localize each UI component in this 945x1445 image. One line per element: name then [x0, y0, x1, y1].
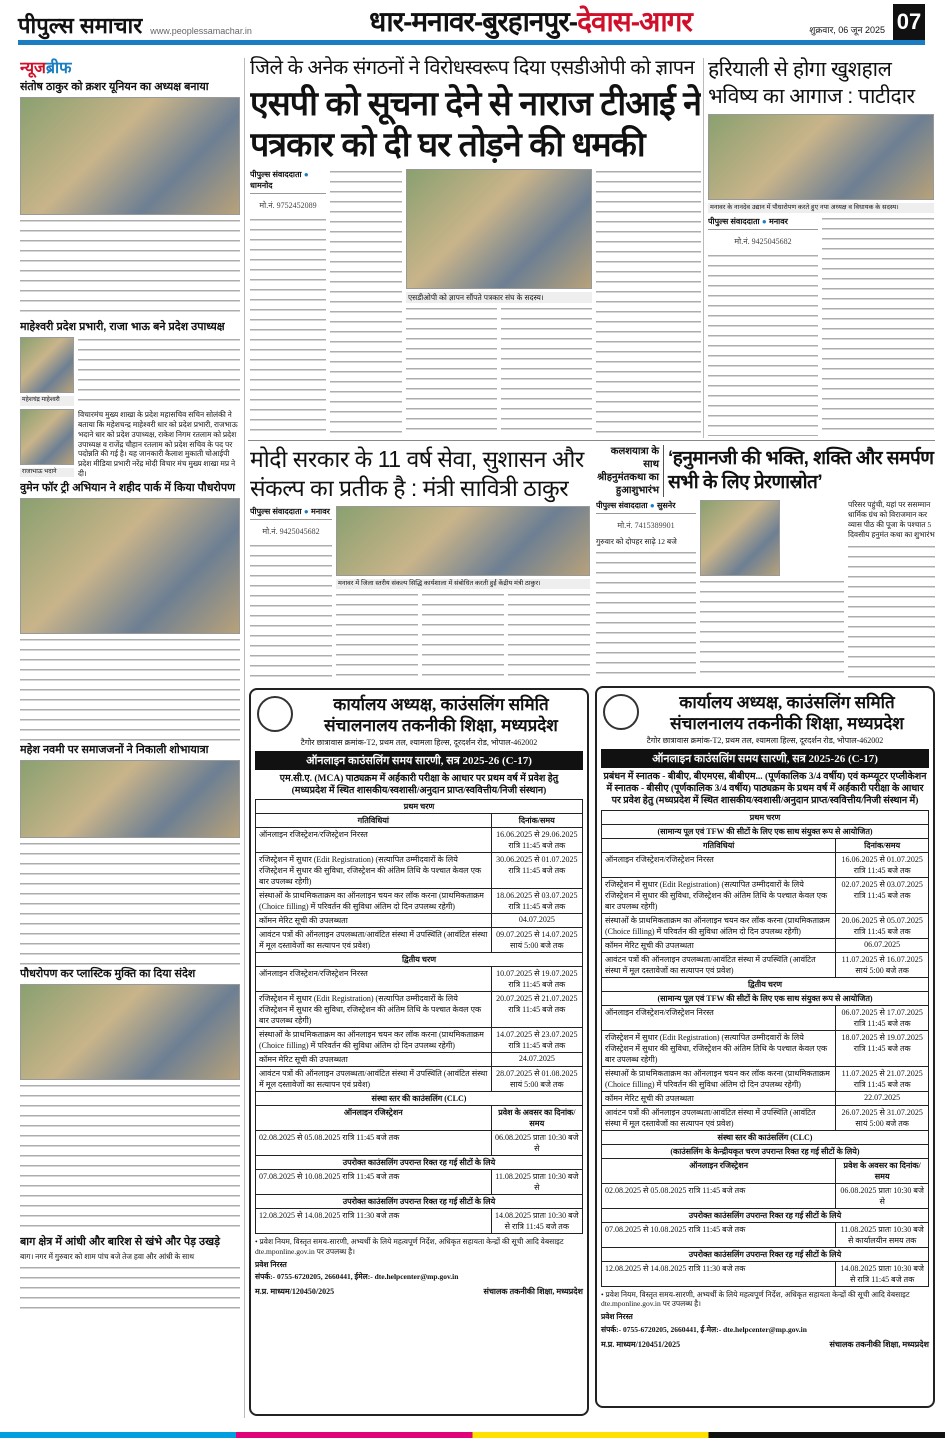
brief-headline-3: वुमेन फॉर ट्री अभियान ने शहीद पार्क में किया पौधरोपण [20, 481, 236, 494]
activity: 07.08.2025 से 10.08.2025 रात्रि 11:45 बजे तक [256, 1170, 492, 1195]
byline-reporter: पीपुल्स संवाददाता [250, 169, 302, 179]
schedule-row [602, 877, 929, 913]
lead-byline: पीपुल्स संवाददाता ● धामनोद [250, 169, 326, 194]
edition-title [260, 2, 801, 40]
date-time: 11.07.2025 से 16.07.2025 सायं 5:00 बजे तक [836, 952, 929, 977]
right-photo [708, 114, 934, 200]
clc-note: (काउंसलिंग के केन्द्रीयकृत चरण उपरान्त रिक्त रह गई सीटों के लिये) [602, 1144, 929, 1158]
lead-headline: एसपी को सूचना देने से नाराज टीआई ने पत्रकार को दी घर तोड़ने की धमकी [250, 85, 701, 164]
hanuman-text-col2 [700, 579, 844, 681]
ad-contact: संपर्क:- 0755-6720205, 2660441, ई-मेल:- dte.helpcenter@mp.gov.in [601, 1324, 807, 1334]
date-time: 26.07.2025 से 31.07.2025 सायं 5:00 बजे तक [836, 1105, 929, 1130]
schedule-row [602, 1183, 929, 1208]
brief-text-1 [20, 218, 240, 318]
date-time: 06.08.2025 प्रातः 10:30 बजे से [491, 1131, 582, 1156]
dte-seal-icon [603, 694, 639, 730]
lead-photo-caption: एसडीओपी को ज्ञापन सौंपते पत्रकार संघ के सदस्य। [406, 292, 592, 303]
hanuman-kicker: कलशयात्रा के साथ श्रीहनुमंतकथा का हुआशुभारंभ [596, 445, 664, 497]
clc-col-registration: ऑनलाइन रजिस्ट्रेशन [256, 1106, 492, 1131]
activity: 02.08.2025 से 05.08.2025 रात्रि 11:45 बजे तक [256, 1131, 492, 1156]
date-time: 18.06.2025 से 03.07.2025 रात्रि 11:45 बजे तक [491, 889, 582, 914]
phase-2-label: द्वितीय चरण [256, 953, 583, 967]
activity: ऑनलाइन रजिस्ट्रेशन/रजिस्ट्रेशन निरस्त [602, 852, 836, 877]
activity: 12.08.2025 से 14.08.2025 रात्रि 11:30 बजे तक [256, 1209, 492, 1234]
clc-label: संस्था स्तर की काउंसलिंग (CLC) [256, 1092, 583, 1106]
schedule-row [602, 913, 929, 938]
phase-1-label: प्रथम चरण [256, 800, 583, 814]
phase-note: (सामान्य पूल एवं TFW की सीटों के लिए एक साथ संयुक्त रूप से आयोजित) [602, 991, 929, 1005]
byline-place: मनावर [768, 216, 788, 226]
vacant-seats-label: उपरोक्त काउंसलिंग उपरान्त रिक्त रह गई सीटों के लिये [256, 1156, 583, 1170]
hanuman-story [596, 445, 935, 681]
ad-address: टैगोर छात्रावास क्रमांक-T2, प्रथम तल, श्यामला हिल्स, दूरदर्शन रोड, भोपाल-462002 [646, 735, 884, 745]
lead-photo [406, 169, 592, 289]
phase-note: (सामान्य पूल एवं TFW की सीटों के लिए एक साथ संयुक्त रूप से आयोजित) [602, 824, 929, 838]
date-time: 20.07.2025 से 21.07.2025 रात्रि 11:45 बजे तक [491, 992, 582, 1028]
byline-place: धामनोद [250, 180, 273, 190]
modi-text-col4 [508, 592, 590, 681]
hanuman-headline: ‘हनुमानजी की भक्ति, शक्ति और समर्पण सभी के लिए प्रेरणास्रोत’ [668, 448, 934, 493]
activity: आवंटन पत्रों की ऑनलाइन उपलब्धता/आवंटित संस्था में उपस्थिति (आवंटित संस्था में मूल दस्तावेजों का सत्यापन एवं प्रवेश) [256, 928, 492, 953]
date-time: 16.06.2025 से 29.06.2025 रात्रि 11:45 बजे तक [491, 828, 582, 853]
schedule-row [256, 1053, 583, 1067]
clc-col-registration: ऑनलाइन रजिस्ट्रेशन [602, 1158, 836, 1183]
schedule-row [256, 928, 583, 953]
activity: रजिस्ट्रेशन में सुधार (Edit Registration) (सत्यापित उम्मीदवारों के लिये रजिस्ट्रेशन में सुधार की सुविधा, रजिस्ट्रेशन की अंतिम तिथि के पश्चात केवल एक बार उपलब्ध रहेगी) [602, 1030, 836, 1066]
page-number: 07 [893, 4, 925, 40]
clc-col-admission: प्रवेश के अवसर का दिनांक/समय [491, 1106, 582, 1131]
activity: संस्थाओं के प्राथमिकताक्रम का ऑनलाइन चयन कर लॉक करना (प्राथमिकताक्रम (Choice filling) में परिवर्तन की सुविधा अंतिम दो दिन उपलब्ध रहेगी) [602, 1066, 836, 1091]
schedule-row [602, 852, 929, 877]
ad-note-2: प्रवेश निरस्त [601, 1312, 633, 1322]
counselling-notice-mca [249, 688, 589, 1416]
lead-text-col2 [330, 169, 402, 436]
hanuman-mobile: मो.नं. 7415389901 [617, 521, 675, 530]
ad-signatory: संचालक तकनीकी शिक्षा, मध्यप्रदेश [483, 1287, 583, 1297]
byline-place: सुसनेर [656, 501, 676, 510]
schedule-row [256, 1067, 583, 1092]
brief-headline-4: महेश नवमी पर समाजजनों ने निकाली शोभायात्रा [20, 743, 209, 756]
schedule-row [602, 1091, 929, 1105]
ad-schedule-bar: ऑनलाइन काउंसलिंग समय सारणी, सत्र 2025-26 (C-17) [601, 749, 929, 768]
ad-address: टैगोर छात्रावास क्रमांक-T2, प्रथम तल, श्यामला हिल्स, दूरदर्शन रोड, भोपाल-462002 [300, 737, 538, 747]
right-story [708, 56, 934, 436]
ad-contact: संपर्क:- 0755-6720205, 2660441, ईमेल:- dte.helpcenter@mp.gov.in [255, 1272, 459, 1282]
date-time: 30.06.2025 से 01.07.2025 रात्रि 11:45 बजे तक [491, 853, 582, 889]
schedule-row [602, 1030, 929, 1066]
brief-photo-1 [20, 97, 240, 215]
edition-title-highlight: देवास-आगर [577, 6, 692, 37]
newspaper-logo: पीपुल्स समाचार [18, 13, 143, 38]
ad-org-2: संचालनालय तकनीकी शिक्षा, मध्यप्रदेश [324, 716, 558, 736]
brief-text-4 [20, 841, 240, 965]
date-time: 04.07.2025 [491, 914, 582, 928]
right-byline: पीपुल्स संवाददाता ● मनावर [708, 216, 818, 230]
ad-org-2: संचालनालय तकनीकी शिक्षा, मध्यप्रदेश [670, 714, 904, 734]
brief-text-5 [20, 1083, 240, 1233]
date-time: 10.07.2025 से 19.07.2025 रात्रि 11:45 बजे तक [491, 967, 582, 992]
brief-headline-6: बाग क्षेत्र में आंधी और बारिश से खंभे और पेड़ उखड़े [20, 1236, 220, 1249]
clc-col-admission: प्रवेश के अवसर का दिनांक/समय [836, 1158, 929, 1183]
right-mobile: मो.नं. 9425045682 [734, 236, 792, 246]
brief-photo-3 [20, 498, 240, 634]
activity: ऑनलाइन रजिस्ट्रेशन/रजिस्ट्रेशन निरस्त [602, 1005, 836, 1030]
date-time: 14.07.2025 से 23.07.2025 रात्रि 11:45 बजे तक [491, 1028, 582, 1053]
activity: कॉमन मेरिट सूची की उपलब्धता [602, 1091, 836, 1105]
schedule-row [602, 1222, 929, 1247]
schedule-row [256, 992, 583, 1028]
vacant-seats-label: उपरोक्त काउंसलिंग उपरान्त रिक्त रह गई सीटों के लिये [602, 1208, 929, 1222]
brief-headline-2: माहेश्वरी प्रदेश प्रभारी, राजा भाऊ बने प्रदेश उपाध्यक्ष [20, 321, 225, 334]
hanuman-byline: पीपुल्स संवाददाता ● सुसनेर [596, 500, 696, 514]
activity: रजिस्ट्रेशन में सुधार (Edit Registration) (सत्यापित उम्मीदवारों के लिये रजिस्ट्रेशन में सुधार की सुविधा, रजिस्ट्रेशन की अंतिम तिथि के पश्चात केवल एक बार उपलब्ध रहेगी) [256, 853, 492, 889]
news-brief-label [20, 56, 240, 78]
activity: आवंटन पत्रों की ऑनलाइन उपलब्धता/आवंटित संस्था में उपस्थिति (आवंटित संस्था में मूल दस्तावेजों का सत्यापन एवं प्रवेश) [602, 952, 836, 977]
schedule-row [256, 1028, 583, 1053]
right-photo-caption: मनावर के नानदेव उद्यान में पौधारोपण करते हुए नपा अध्यक्ष व विधायक के सदस्य। [708, 203, 934, 213]
brief-text-6-lead: बाग। नगर में गुरुवार को शाम पांच बजे तेज हवा और आंधी के साथ [20, 1252, 194, 1262]
activity: आवंटन पत्रों की ऑनलाइन उपलब्धता/आवंटित संस्था में उपस्थिति (आवंटित संस्था में मूल दस्तावेजों का सत्यापन एवं प्रवेश) [602, 1105, 836, 1130]
right-headline: हरियाली से होगा खुशहाल भविष्य का आगाज : पाटीदार [708, 58, 915, 109]
phase-1-label: प्रथम चरण [602, 810, 929, 824]
brief-text-2a [78, 337, 240, 407]
brief-portrait-2 [20, 409, 74, 465]
byline-reporter: पीपुल्स संवाददाता [250, 506, 302, 516]
ad-schedule-bar: ऑनलाइन काउंसलिंग समय सारणी, सत्र 2025-26 (C-17) [255, 751, 583, 770]
hanuman-lead-text: गुरुवार को दोपहर साढ़े 12 बजे [596, 537, 677, 546]
brief-headline-1: संतोष ठाकुर को क्रशर यूनियन का अध्यक्ष बनाया [20, 81, 209, 93]
portrait-caption-1: महेशचंद्र माहेश्वरी [20, 396, 74, 406]
byline-place: मनावर [310, 506, 330, 516]
col-date: दिनांक/समय [836, 838, 929, 852]
edition-title-main: धार-मनावर-बुरहानपुर- [369, 6, 578, 37]
right-text-col2 [822, 216, 934, 436]
ad-signatory: संचालक तकनीकी शिक्षा, मध्यप्रदेश [829, 1339, 929, 1349]
modi-text-col1 [250, 543, 332, 682]
schedule-row [602, 1105, 929, 1130]
activity: रजिस्ट्रेशन में सुधार (Edit Registration) (सत्यापित उम्मीदवारों के लिये रजिस्ट्रेशन में सुधार की सुविधा, रजिस्ट्रेशन की अंतिम तिथि के पश्चात केवल एक बार उपलब्ध रहेगी) [602, 877, 836, 913]
lead-mobile: मो.नं. 9752452089 [259, 200, 317, 210]
ad-subtitle-2: (मध्यप्रदेश में स्थित शासकीय/स्वशासी/अनुदान प्राप्त/स्ववित्तीय/निजी संस्थान) [291, 785, 547, 796]
modi-byline: पीपुल्स संवाददाता ● मनावर [250, 506, 332, 520]
news-brief-b: ब्रीफ [45, 60, 72, 77]
column-divider [703, 58, 704, 438]
col-date: दिनांक/समय [491, 814, 582, 828]
date-time: 14.08.2025 प्रातः 10:30 बजे से रात्रि 11:45 बजे तक [836, 1261, 929, 1286]
activity: ऑनलाइन रजिस्ट्रेशन/रजिस्ट्रेशन निरस्त [256, 828, 492, 853]
modi-text-col3 [422, 592, 504, 681]
lead-text-col1 [250, 217, 326, 436]
lead-text-col3 [406, 306, 497, 436]
lead-story [250, 56, 701, 436]
date-time: 16.06.2025 से 01.07.2025 रात्रि 11:45 बजे तक [836, 852, 929, 877]
brief-photo-4 [20, 760, 240, 838]
clc-label: संस्था स्तर की काउंसलिंग (CLC) [602, 1130, 929, 1144]
col-activity: गतिविधियां [256, 814, 492, 828]
date-time: 06.07.2025 [836, 938, 929, 952]
lead-kicker: जिले के अनेक संगठनों ने विरोधस्वरूप दिया एसडीओपी को ज्ञापन [250, 57, 695, 79]
ad-ref: म.प्र. माध्यम/120450/2025 [255, 1287, 335, 1297]
print-color-bar [0, 1432, 945, 1438]
activity: संस्थाओं के प्राथमिकताक्रम का ऑनलाइन चयन कर लॉक करना (प्राथमिकताक्रम (Choice filling) में परिवर्तन की सुविधा अंतिम दो दिन उपलब्ध रहेगी) [602, 913, 836, 938]
brief-text-3 [20, 637, 240, 741]
modi-headline: मोदी सरकार के 11 वर्ष सेवा, सुशासन और संकल्प का प्रतीक है : मंत्री सावित्री ठाकुर [250, 446, 584, 501]
ad-ref: म.प्र. माध्यम/120451/2025 [601, 1339, 681, 1349]
activity: 07.08.2025 से 10.08.2025 रात्रि 11:45 बजे तक [602, 1222, 836, 1247]
ad-note-1: • प्रवेश नियम, विस्तृत समय-सारणी, अभ्यर्थी के लिये महत्वपूर्ण निर्देश, अधिकृत सहायता केन्द्रों की सूची आदि वेबसाइट dte.mponline.gov.in पर उपलब्ध है। [255, 1237, 564, 1256]
schedule-row [256, 1131, 583, 1156]
vacant-seats-label: उपरोक्त काउंसलिंग उपरान्त रिक्त रह गई सीटों के लिये [602, 1247, 929, 1261]
date-time: 22.07.2025 [836, 1091, 929, 1105]
modi-photo-caption: मनावर में जिला स्तरीय संकल्प सिद्धि कार्यशाला में संबोधित करती हुईं केंद्रीय मंत्री ठाकुर। [336, 579, 590, 589]
date-time: 11.07.2025 से 21.07.2025 रात्रि 11:45 बजे तक [836, 1066, 929, 1091]
modi-text-col2 [336, 592, 418, 681]
modi-story [250, 445, 590, 681]
counselling-notice-bba-bca [595, 686, 935, 1408]
date-time: 11.08.2025 प्रातः 10:30 बजे से कार्यालयीन समय तक [836, 1222, 929, 1247]
activity: 12.08.2025 से 14.08.2025 रात्रि 11:30 बजे तक [602, 1261, 836, 1286]
right-text-col1 [708, 253, 818, 436]
column-divider [244, 58, 245, 1418]
activity: 02.08.2025 से 05.08.2025 रात्रि 11:45 बजे तक [602, 1183, 836, 1208]
masthead [18, 4, 925, 40]
schedule-row [256, 828, 583, 853]
activity: रजिस्ट्रेशन में सुधार (Edit Registration) (सत्यापित उम्मीदवारों के लिये रजिस्ट्रेशन में सुधार की सुविधा, रजिस्ट्रेशन की अंतिम तिथि के पश्चात केवल एक बार उपलब्ध रहेगी) [256, 992, 492, 1028]
hanuman-text-col3 [848, 544, 935, 682]
schedule-table-bba-bca [601, 810, 929, 1287]
vacant-seats-label: उपरोक्त काउंसलिंग उपरान्त रिक्त रह गई सीटों के लिये [256, 1195, 583, 1209]
schedule-row [256, 853, 583, 889]
date-time: 20.06.2025 से 05.07.2025 रात्रि 11:45 बजे तक [836, 913, 929, 938]
byline-reporter: पीपुल्स संवाददाता [596, 501, 648, 510]
activity: कॉमन मेरिट सूची की उपलब्धता [602, 938, 836, 952]
news-brief-column [20, 56, 240, 1428]
ad-note-2: प्रवेश निरस्त [255, 1259, 287, 1269]
schedule-row [602, 1066, 929, 1091]
date-time: 11.08.2025 प्रातः 10:30 बजे से [491, 1170, 582, 1195]
date-time: 09.07.2025 से 14.07.2025 सायं 5:00 बजे तक [491, 928, 582, 953]
news-brief-a: न्यूज [20, 60, 46, 77]
activity: ऑनलाइन रजिस्ट्रेशन/रजिस्ट्रेशन निरस्त [256, 967, 492, 992]
brief-text-2: विचारमंच मुख्य शाखा के प्रदेश महासचिव सचिन सोलंकी ने बताया कि महेशचन्द्र माहेश्वरी धार को प्रदेश प्रभारी, राजभाऊ भदाने धार को प्रदेश उपाध्यक्ष, राकेश निगम रतलाम को प्रदेश उपाध्यक्ष व राजेंद्र चौहान रतलाम को प्रदेश सचिव के पद पर पदोन्नति की गई है। यह जानकारी कैलाश मुकाती चोआईपी प्रदेश मीडिया प्रभारी नरेंद्र मोदी विचार मंच मुख्य शाखा मप्र ने दी। [78, 410, 238, 478]
activity: कॉमन मेरिट सूची की उपलब्धता [256, 1053, 492, 1067]
portrait-caption-2: राजाभाऊ भदाने [20, 468, 74, 478]
ad-org-1: कार्यालय अध्यक्ष, काउंसलिंग समिति [679, 693, 895, 712]
header-rule [18, 40, 925, 45]
modi-photo [336, 506, 590, 576]
schedule-row [256, 967, 583, 992]
ad-note-1: • प्रवेश नियम, विस्तृत समय-सारणी, अभ्यर्थी के लिये महत्वपूर्ण निर्देश, अधिकृत सहायता केन्द्रों की सूची आदि वेबसाइट dte.mponline.gov.in पर उपलब्ध है। [601, 1289, 910, 1309]
schedule-row [602, 1005, 929, 1030]
date-time: 02.07.2025 से 03.07.2025 रात्रि 11:45 बजे तक [836, 877, 929, 913]
brief-portrait-1 [20, 337, 74, 393]
activity: संस्थाओं के प्राथमिकताक्रम का ऑनलाइन चयन कर लॉक करना (प्राथमिकताक्रम (Choice filling) में परिवर्तन की सुविधा अंतिम दो दिन उपलब्ध रहेगी) [256, 1028, 492, 1053]
schedule-table-mca [255, 799, 583, 1234]
lead-text-col5 [596, 169, 701, 436]
ad-org-1: कार्यालय अध्यक्ष, काउंसलिंग समिति [333, 695, 549, 714]
date-time: 06.07.2025 से 17.07.2025 रात्रि 11:45 बजे तक [836, 1005, 929, 1030]
date-time: 18.07.2025 से 19.07.2025 रात्रि 11:45 बजे तक [836, 1030, 929, 1066]
lead-text-col4 [501, 306, 592, 436]
brief-text-6 [20, 1265, 240, 1315]
activity: कॉमन मेरिट सूची की उपलब्धता [256, 914, 492, 928]
brief-headline-5: पौधरोपण कर प्लास्टिक मुक्ति का दिया संदेश [20, 968, 196, 980]
date-time: 14.08.2025 प्रातः 10:30 बजे से रात्रि 11:45 बजे तक [491, 1209, 582, 1234]
phase-2-label: द्वितीय चरण [602, 977, 929, 991]
dte-seal-icon [257, 696, 293, 732]
schedule-row [602, 952, 929, 977]
date-time: 24.07.2025 [491, 1053, 582, 1067]
hanuman-photo [700, 500, 780, 576]
brief-photo-5 [20, 984, 240, 1080]
issue-date: शुक्रवार, 06 जून 2025 [809, 25, 885, 35]
hanuman-text-col1 [596, 550, 696, 681]
schedule-row [602, 1261, 929, 1286]
ad-subtitle: प्रबंधन में स्नातक - बीबीए, बीएमएस, बीबीएम... (पूर्णकालिक 3/4 वर्षीय) एवं कम्प्यूटर एप्लीकेशन में स्नातक - बीसीए (पूर्णकालिक 3/4 वर्षीय) पाठ्यक्रम के प्रथम वर्ष में अर्हकारी परीक्षा के आधार पर प्रवेश हेतु (मध्यप्रदेश में स्थित शासकीय/स्वशासी/अनुदान प्राप्त/स्ववित्तीय/निजी संस्थान में) [603, 771, 927, 807]
ad-subtitle: एम.सी.ए. (MCA) पाठ्यक्रम में अर्हकारी परीक्षा के आधार पर प्रथम वर्ष में प्रवेश हेतु [279, 773, 559, 784]
website-url[interactable]: www.peoplessamachar.in [150, 26, 252, 36]
schedule-row [602, 938, 929, 952]
schedule-row [256, 1170, 583, 1195]
col-activity: गतिविधियां [602, 838, 836, 852]
section-rule [248, 440, 935, 441]
schedule-row [256, 1209, 583, 1234]
activity: संस्थाओं के प्राथमिकताक्रम का ऑनलाइन चयन कर लॉक करना (प्राथमिकताक्रम (Choice filling) में परिवर्तन की सुविधा अंतिम दो दिन उपलब्ध रहेगी) [256, 889, 492, 914]
modi-mobile: मो.नं. 9425045682 [262, 526, 320, 536]
byline-reporter: पीपुल्स संवाददाता [708, 216, 760, 226]
activity: आवंटन पत्रों की ऑनलाइन उपलब्धता/आवंटित संस्था में उपस्थिति (आवंटित संस्था में मूल दस्तावेजों का सत्यापन एवं प्रवेश) [256, 1067, 492, 1092]
hanuman-right-text: परिसर पहुंची, यहां पर ससम्मान धार्मिक ग्रंथ को विराजमान कर व्यास पीठ की पूजा के पश्चात 5 दिवसीय हनुमंत कथा का शुभारंभ [848, 500, 935, 540]
date-time: 28.07.2025 से 01.08.2025 सायं 5:00 बजे तक [491, 1067, 582, 1092]
schedule-row [256, 914, 583, 928]
date-time: 06.08.2025 प्रातः 10:30 बजे से [836, 1183, 929, 1208]
schedule-row [256, 889, 583, 914]
